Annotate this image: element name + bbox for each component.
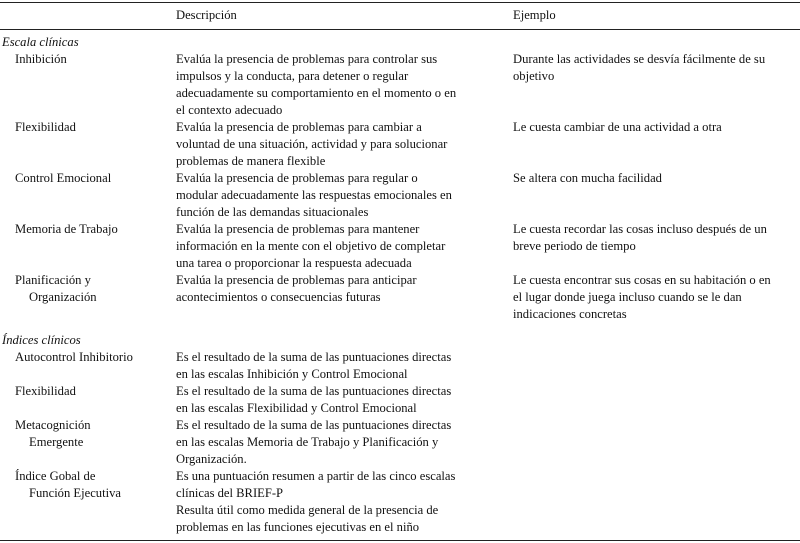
row-example-memoria-trabajo: Le cuesta recordar las cosas incluso después de un breve periodo de tiempo <box>513 222 767 253</box>
row-desc-control-emocional: Evalúa la presencia de problemas para regular o modular adecuadamente las respuestas emocionales en función de las demandas situacionales <box>176 171 452 219</box>
row-desc-metacognicion: Es el resultado de la suma de las puntuaciones directas en las escalas Memoria de Trabajo y Planificación y Organización. <box>176 418 452 466</box>
row-desc-planificacion: Evalúa la presencia de problemas para anticipar acontecimientos o consecuencias futuras <box>176 273 417 304</box>
row-example-control-emocional: Se altera con mucha facilidad <box>513 171 662 185</box>
row-name-memoria-trabajo: Memoria de Trabajo <box>15 222 118 236</box>
row-name-flexibilidad: Flexibilidad <box>15 120 76 134</box>
row-desc-memoria-trabajo: Evalúa la presencia de problemas para mantener información en la mente con el objetivo de completar una tarea o proporcionar la respuesta adecuada <box>176 222 446 270</box>
row-desc-inhibicion: Evalúa la presencia de problemas para controlar sus impulsos y la conducta, para detener o regular adecuadamente su comportamiento en el momento o en el contexto adecuado <box>176 52 457 117</box>
row-desc-autocontrol: Es el resultado de la suma de las puntuaciones directas en las escalas Inhibición y Control Emocional <box>176 350 452 381</box>
row-name-indice-global: Índice Gobal de Función Ejecutiva <box>15 469 121 500</box>
row-example-inhibicion: Durante las actividades se desvía fácilmente de su objetivo <box>513 52 766 83</box>
table-top-rule <box>0 2 800 3</box>
header-bottom-rule <box>0 29 800 30</box>
section-title-indices: Índices clínicos <box>2 333 81 347</box>
row-desc-flexibilidad-indice: Es el resultado de la suma de las puntuaciones directas en las escalas Flexibilidad y Control Emocional <box>176 384 452 415</box>
row-name-autocontrol: Autocontrol Inhibitorio <box>15 350 133 364</box>
row-name-metacognicion: Metacognición Emergente <box>15 418 91 449</box>
section-title-escalas: Escala clínicas <box>2 35 79 49</box>
row-desc-indice-global: Es una puntuación resumen a partir de las cinco escalas clínicas del BRIEF-P Resulta útil como medida general de la presencia de problemas en las funciones ejecutivas en el niño <box>176 469 456 534</box>
row-name-inhibicion: Inhibición <box>15 52 67 66</box>
row-example-flexibilidad: Le cuesta cambiar de una actividad a otra <box>513 120 722 134</box>
header-descripcion: Descripción <box>176 8 237 22</box>
row-desc-flexibilidad: Evalúa la presencia de problemas para cambiar a voluntad de una situación, actividad y para solucionar problemas de manera flexible <box>176 120 448 168</box>
row-name-planificacion: Planificación y Organización <box>15 273 97 304</box>
row-name-flexibilidad-indice: Flexibilidad <box>15 384 76 398</box>
table-bottom-rule <box>0 540 800 541</box>
row-example-planificacion: Le cuesta encontrar sus cosas en su habitación o en el lugar donde juega incluso cuando se le dan indicaciones concretas <box>513 273 771 321</box>
header-ejemplo: Ejemplo <box>513 8 556 22</box>
row-name-control-emocional: Control Emocional <box>15 171 112 185</box>
